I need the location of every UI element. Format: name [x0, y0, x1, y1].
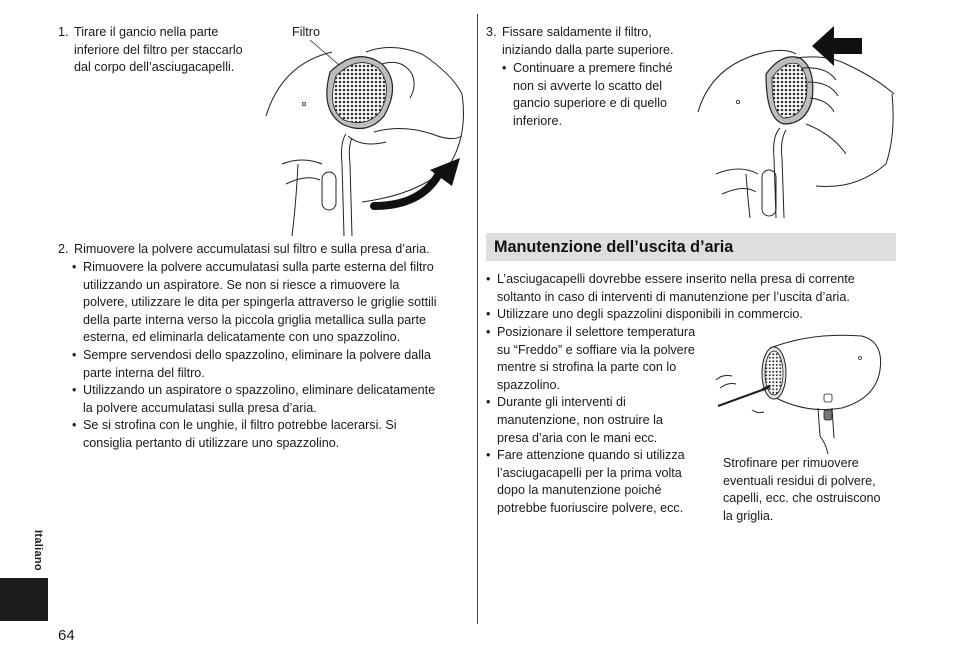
page-number: 64: [58, 627, 75, 644]
figure-dryer-brush: [712, 328, 896, 454]
column-divider: [477, 14, 478, 624]
list-item: • Durante gli interventi di manutenzione, non ostruire la presa d’aria con le mani ecc.: [486, 394, 714, 447]
list-item: • Sempre servendosi dello spazzolino, eliminare la polvere dalla parte interna del filtro.: [72, 347, 472, 382]
left-arrow-icon: [696, 24, 896, 218]
list-item: • Fare attenzione quando si utilizza l’asciugacapelli per la prima volta dopo la manutenzione poiché potrebbe fuoriuscire polvere, ecc.: [486, 447, 714, 517]
list-item: • Se si strofina con le unghie, il filtro potrebbe lacerarsi. Si consiglia pertanto di utilizzare uno spazzolino.: [72, 417, 472, 452]
list-item: • Utilizzando un aspiratore o spazzolino, eliminare delicatamente la polvere accumulatasi sulla presa d’aria.: [72, 382, 472, 417]
figure-remove-filter: [262, 24, 472, 236]
step-1-number: 1.: [58, 25, 69, 39]
curved-arrow-icon: [262, 24, 472, 236]
list-item: • Rimuovere la polvere accumulatasi sulla parte esterna del filtro utilizzando un aspiratore. Se non si riesce a rimuovere la polvere, utilizzare le dita per spingerla attraverso le griglie sottili della parte interna verso la piccola griglia metallica sulla parte esterna, ed eliminarla delicatamente con uno spazzolino.: [72, 259, 472, 347]
figure-attach-filter: [696, 24, 896, 218]
figure-caption: Strofinare per rimuovere eventuali residui di polvere, capelli, ecc. che ostruiscono la griglia.: [723, 456, 881, 523]
section-bullets-narrow: [486, 324, 714, 518]
list-item: • L’asciugacapelli dovrebbe essere inserito nella presa di corrente soltanto in caso di interventi di manutenzione per l’uscita d’aria.: [486, 271, 896, 306]
filter-label: Filtro: [292, 25, 320, 39]
step-1-line: dal corpo dell’asciugacapelli.: [74, 60, 235, 75]
section-title: Manutenzione dell’uscita d’aria: [494, 238, 734, 256]
list-item: • Utilizzare uno degli spazzolini disponibili in commercio.: [486, 306, 896, 324]
step-2-number: 2.: [58, 242, 69, 256]
language-tab-marker: [0, 578, 48, 621]
step-3-number: 3.: [486, 25, 497, 39]
step-2-bullets: [72, 259, 472, 453]
step-3-bullets: [502, 60, 702, 130]
step-1-line: Tirare il gancio nella parte: [74, 25, 219, 39]
step-3-line: Fissare saldamente il filtro,: [502, 25, 652, 39]
section-bullets-full: [486, 271, 896, 324]
step-3-line: iniziando dalla parte superiore.: [502, 42, 674, 57]
language-label: Italiano: [32, 530, 44, 571]
step-1-line: inferiore del filtro per staccarlo: [74, 42, 243, 57]
list-item: • Posizionare il selettore temperatura su “Freddo” e soffiare via la polvere mentre si strofina la parte con lo spazzolino.: [486, 324, 714, 394]
list-item: • Continuare a premere finché non si avverte lo scatto del gancio superiore e di quello inferiore.: [502, 60, 702, 130]
section-header: [486, 233, 896, 261]
step-2-text: Rimuovere la polvere accumulatasi sul filtro e sulla presa d’aria.: [74, 242, 430, 256]
hair-dryer-brush-illustration: [712, 328, 896, 454]
